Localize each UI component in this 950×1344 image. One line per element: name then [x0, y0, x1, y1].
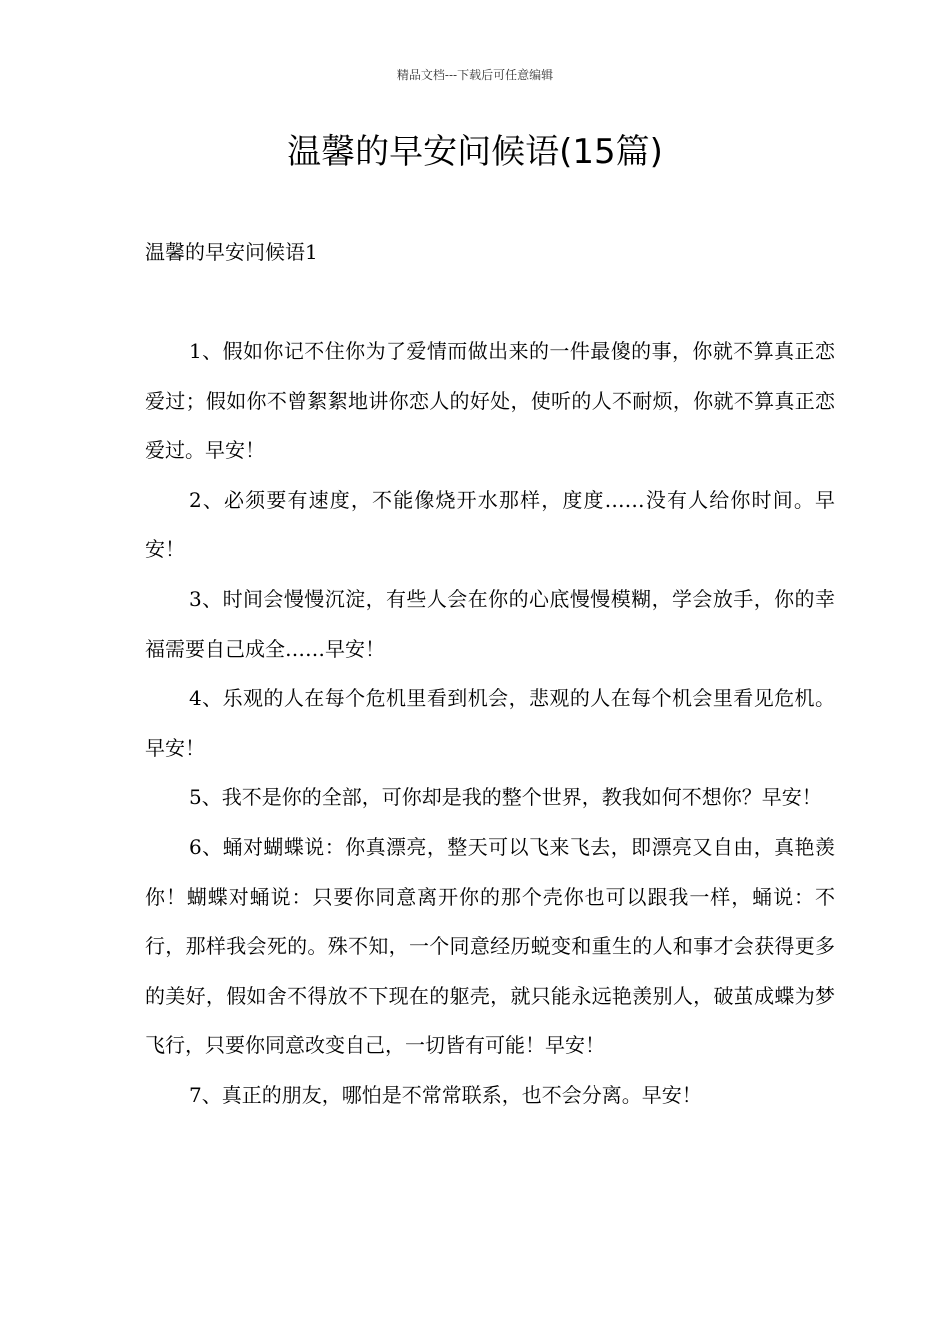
paragraph-6: 6、蛹对蝴蝶说：你真漂亮，整天可以飞来飞去，即漂亮又自由，真艳羡你！蝴蝶对蛹说：只要你同意离开你的那个壳你也可以跟我一样，蛹说：不行，那样我会死的。殊不知，一个同意经历蜕变和重生的人和事才会获得更多的美好，假如舍不得放不下现在的躯壳，就只能永远艳羡别人，破茧成蝶为梦飞行，只要你同意改变自己，一切皆有可能！早安！: [145, 834, 835, 1058]
paragraph-1: 1、假如你记不住你为了爱情而做出来的一件最傻的事，你就不算真正恋爱过；假如你不曾絮絮地讲你恋人的好处，使听的人不耐烦，你就不算真正恋爱过。早安！: [145, 339, 835, 463]
paragraph-7: 7、真正的朋友，哪怕是不常常联系，也不会分离。早安！: [189, 1082, 702, 1107]
paragraph-3: 3、时间会慢慢沉淀，有些人会在你的心底慢慢模糊，学会放手，你的幸福需要自己成全……早安！: [145, 586, 835, 661]
header-note: 精品文档---下载后可任意编辑: [396, 68, 554, 82]
paragraph-5: 5、我不是你的全部，可你却是我的整个世界，教我如何不想你？早安！: [189, 785, 822, 810]
body-text: [145, 327, 835, 1121]
paragraph-4: 4、乐观的人在每个危机里看到机会，悲观的人在每个机会里看见危机。早安！: [145, 686, 835, 760]
section-heading: 温馨的早安问候语1: [145, 240, 318, 264]
paragraph-2: 2、必须要有速度，不能像烧开水那样，度度……没有人给你时间。早安！: [145, 487, 835, 562]
document-title: 温馨的早安问候语(15篇): [287, 132, 663, 172]
